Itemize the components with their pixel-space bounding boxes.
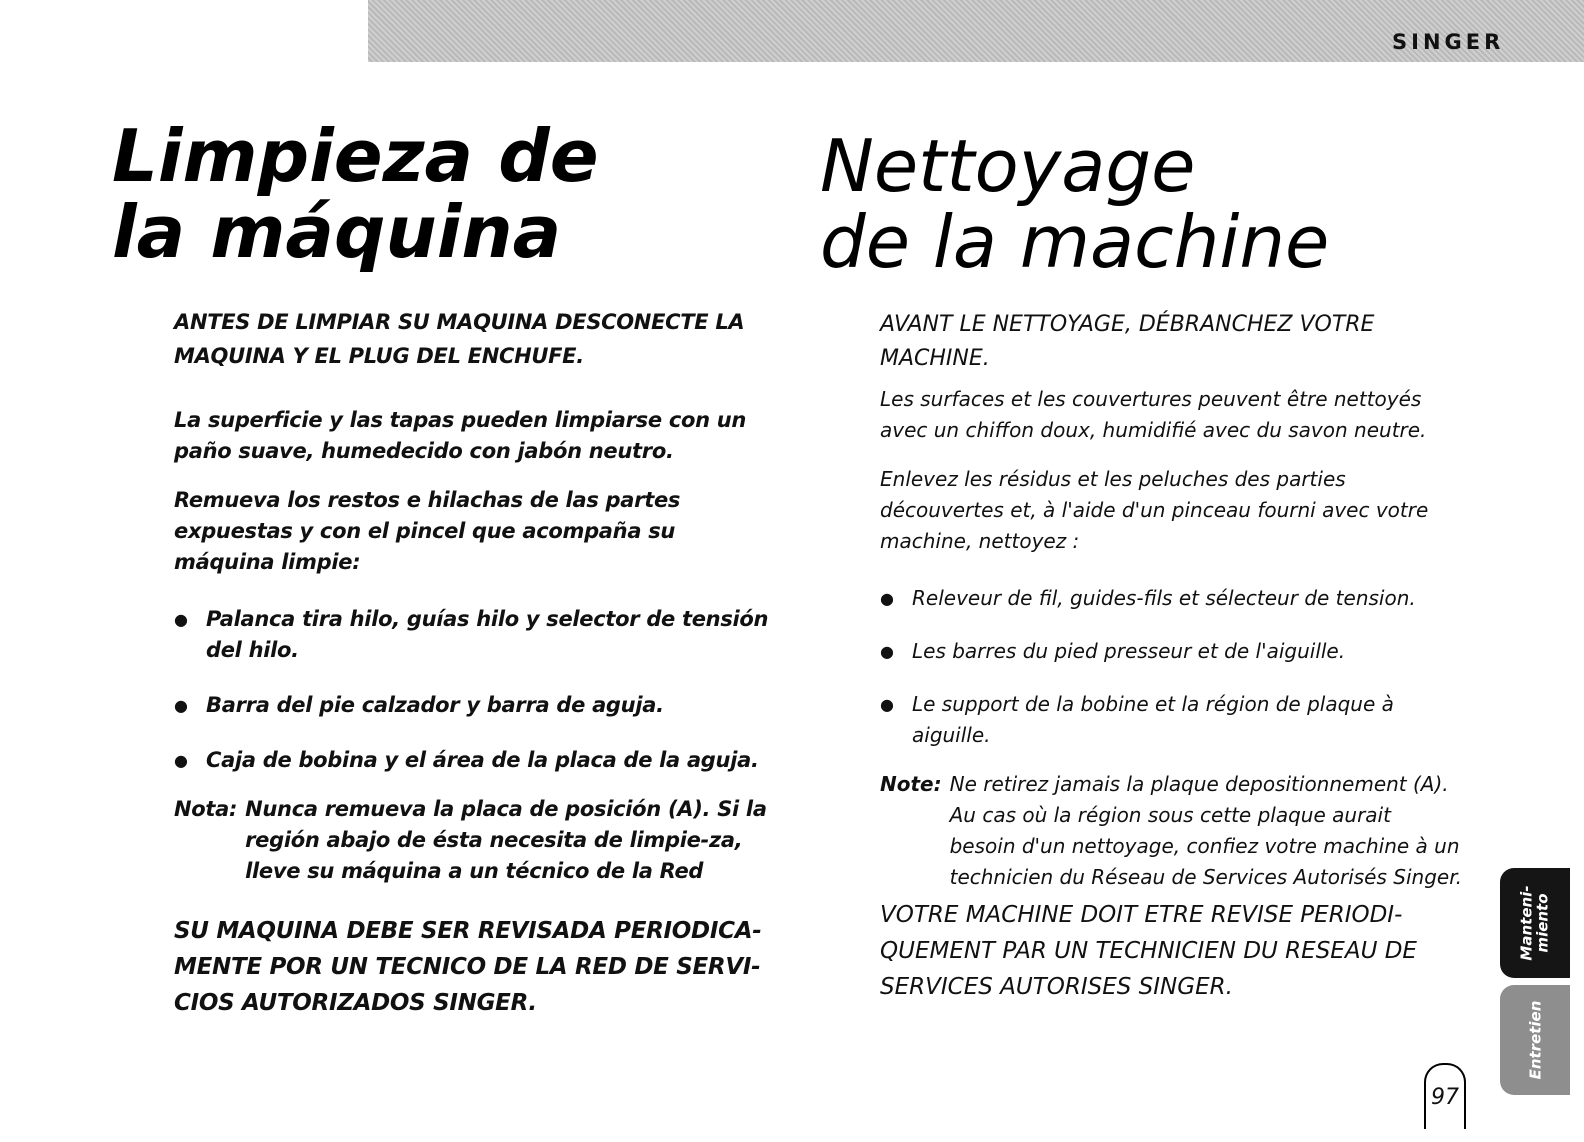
french-column — [880, 308, 1462, 1005]
spanish-title — [112, 114, 599, 274]
spanish-paragraph-1: La superficie y las tapas pueden limpiarse con un paño suave, humedecido con jabón neutro. — [174, 408, 747, 463]
spanish-note — [174, 794, 774, 887]
french-title-line1: Nettoyage — [820, 124, 1196, 208]
spanish-paragraph-2: Remueva los restos e hilachas de las partes expuestas y con el pincel que acompaña su máquina limpie: — [174, 488, 681, 574]
french-service-notice: VOTRE MACHINE DOIT ETRE REVISE PERIODI-QUEMENT PAR UN TECHNICIEN DU RESEAU DE SERVICES AUTORISES SINGER. — [880, 902, 1417, 1000]
french-bullet-list — [880, 583, 1462, 751]
tab-mantenimiento[interactable] — [1500, 868, 1570, 978]
french-warning: AVANT LE NETTOYAGE, DÉBRANCHEZ VOTRE MACHINE. — [880, 312, 1375, 371]
tab-entretien-label: Entretien — [1526, 1000, 1544, 1080]
spanish-warning: ANTES DE LIMPIAR SU MAQUINA DESCONECTE LA MAQUINA Y EL PLUG DEL ENCHUFE. — [174, 310, 745, 368]
french-note-text: Ne retirez jamais la plaque depositionnement (A). Au cas où la région sous cette plaque aurait besoin d'un nettoyage, confiez votre machine à un technicien du Réseau de Services Autorisés Singer. — [949, 772, 1462, 889]
french-paragraph-1: Les surfaces et les couvertures peuvent être nettoyés avec un chiffon doux, humidifié avec du savon neutre. — [880, 387, 1427, 442]
brand-logo: SINGER — [1392, 30, 1505, 54]
spanish-title-line1: Limpieza de — [112, 114, 599, 198]
french-note — [880, 769, 1462, 893]
spanish-note-text: Nunca remueva la placa de posición (A). Si la región abajo de ésta necesita de limpie-za, lleve su máquina a un técnico de la Red — [245, 797, 767, 883]
page-number: 97 — [1424, 1063, 1466, 1129]
list-item: ● Les barres du pied presseur et de l'aiguille. — [880, 636, 1462, 667]
list-item: ● Barra del pie calzador y barra de aguja. — [174, 690, 774, 721]
tab-entretien[interactable] — [1500, 985, 1570, 1095]
tab-mantenimiento-label: Manteni- miento — [1518, 885, 1552, 961]
spanish-bullet-list — [174, 604, 774, 776]
spanish-service-notice: SU MAQUINA DEBE SER REVISADA PERIODICA-MENTE POR UN TECNICO DE LA RED DE SERVI-CIOS AUTORIZADOS SINGER. — [174, 918, 762, 1016]
spanish-title-line2: la máquina — [112, 190, 562, 274]
list-item: ● Palanca tira hilo, guías hilo y selector de tensión del hilo. — [174, 604, 774, 666]
spanish-note-label: Nota: — [174, 797, 238, 821]
french-note-label: Note: — [880, 772, 942, 796]
list-item: ● Releveur de fil, guides-fils et sélecteur de tension. — [880, 583, 1462, 614]
french-title — [820, 124, 1330, 284]
french-paragraph-2: Enlevez les résidus et les peluches des parties découvertes et, à l'aide d'un pinceau fourni avec votre machine, nettoyez : — [880, 467, 1429, 553]
french-title-line2: de la machine — [820, 200, 1330, 284]
spanish-column — [174, 305, 774, 1021]
list-item: ● Le support de la bobine et la région de plaque à aiguille. — [880, 689, 1462, 751]
list-item: ● Caja de bobina y el área de la placa de la aguja. — [174, 745, 774, 776]
